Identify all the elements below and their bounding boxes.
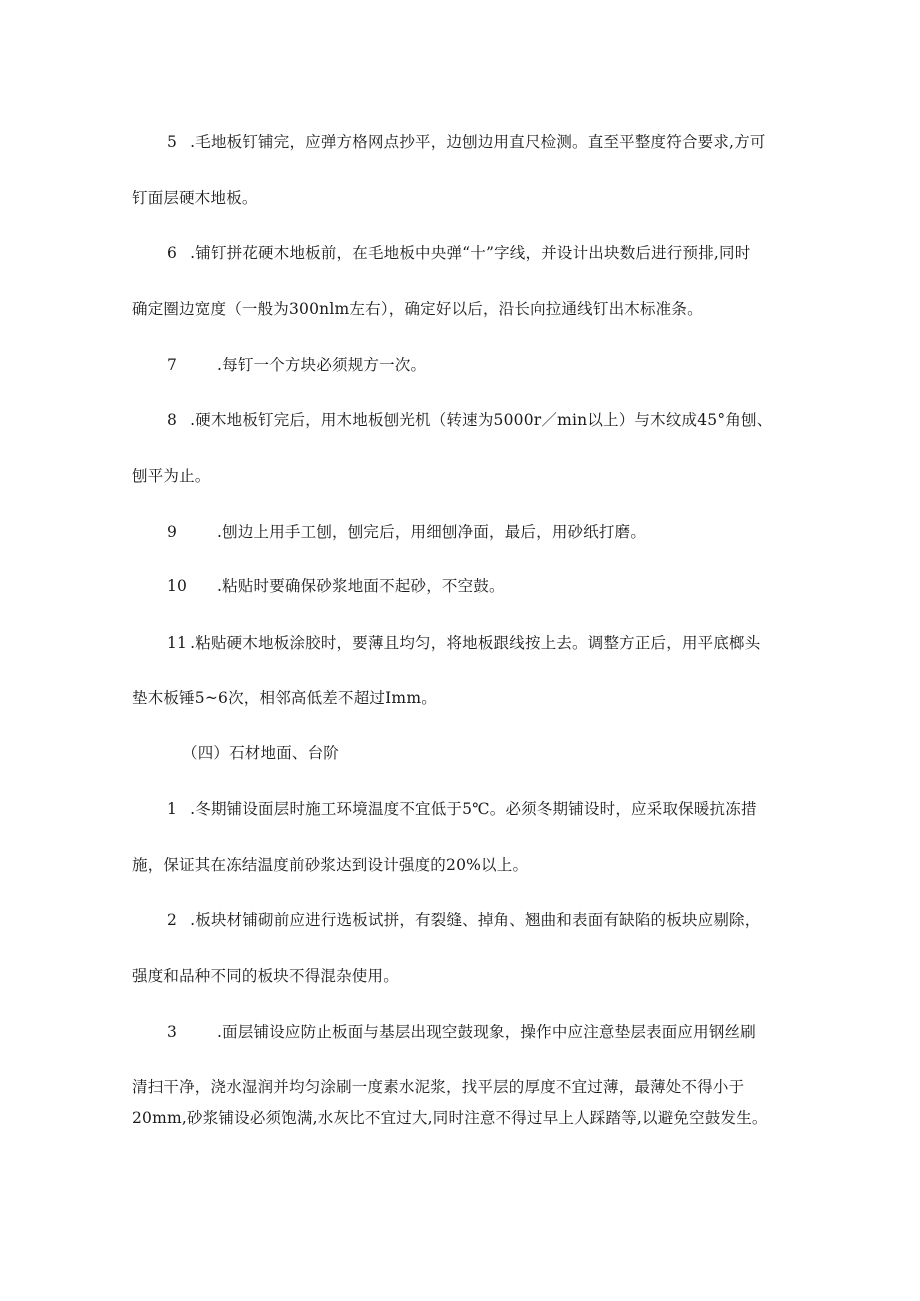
paragraph-text: .毛地板钉铺完，应弹方格网点抄平，边刨边用直尺检测。直至平整度符合要求,方可 <box>185 133 766 151</box>
item-number: 1 <box>167 800 178 818</box>
section-paragraph-1-line-1 <box>167 799 757 819</box>
item-number: 7 <box>167 356 178 374</box>
paragraph-text: .刨边上用手工刨，刨完后，用细刨净面，最后，用砂纸打磨。 <box>217 523 647 541</box>
section-heading: （四）石材地面、台阶 <box>182 744 340 762</box>
section-paragraph-2-line-2: 强度和品种不同的板块不得混杂使用。 <box>132 967 399 985</box>
paragraph-7-line-1 <box>167 355 426 375</box>
paragraph-text: .粘贴硬木地板涂胶时，要薄且均匀，将地板跟线按上去。调整方正后，用平底榔头 <box>185 634 761 652</box>
paragraph-text: .硬木地板钉完后，用木地板刨光机（转速为5000r／min以上）与木纹成45°角刨、 <box>185 411 773 429</box>
paragraph-10-line-1 <box>167 576 505 596</box>
paragraph-text: .铺钉拼花硬木地板前，在毛地板中央弹“十”字线，并设计出块数后进行预排,同时 <box>185 244 751 262</box>
item-number: 2 <box>167 911 178 929</box>
item-number: 3 <box>167 1023 178 1041</box>
item-number: 6 <box>167 244 178 262</box>
item-number: 8 <box>167 411 178 429</box>
paragraph-9-line-1 <box>167 522 646 542</box>
paragraph-6-line-1 <box>167 243 750 263</box>
section-paragraph-3-line-3: 20mm,砂浆铺设必须饱满,水灰比不宜过大,同时注意不得过早上人踩踏等,以避免空鼓发生。 <box>132 1109 768 1127</box>
paragraph-8-line-2: 刨平为止。 <box>132 467 211 485</box>
paragraph-text: .粘贴时要确保砂浆地面不起砂，不空鼓。 <box>217 577 505 595</box>
paragraph-6-line-2: 确定圈边宽度（一般为300nlm左右），确定好以后，沿长向拉通线钉出木标准条。 <box>132 300 703 318</box>
paragraph-text: .面层铺设应防止板面与基层出现空鼓现象，操作中应注意垫层表面应用钢丝刷 <box>217 1023 756 1041</box>
item-number: 10 <box>167 577 188 595</box>
paragraph-text: .板块材铺砌前应进行选板试拼，有裂缝、掉角、翘曲和表面有缺陷的板块应剔除， <box>185 911 761 929</box>
paragraph-8-line-1 <box>167 410 772 430</box>
item-number: 9 <box>167 523 178 541</box>
item-number: 11 <box>167 634 188 652</box>
section-paragraph-1-line-2: 施，保证其在冻结温度前砂浆达到设计强度的20%以上。 <box>132 856 529 874</box>
item-number: 5 <box>167 133 178 151</box>
paragraph-5-line-1 <box>167 132 766 152</box>
paragraph-text: .冬期铺设面层时施工环境温度不宜低于5℃。必须冬期铺设时，应采取保暖抗冻措 <box>185 800 757 818</box>
section-paragraph-2-line-1 <box>167 910 760 930</box>
paragraph-text: .每钉一个方块必须规方一次。 <box>217 356 427 374</box>
paragraph-5-line-2: 钉面层硬木地板。 <box>132 189 258 207</box>
paragraph-11-line-2: 垫木板锤5~6次，相邻高低差不超过Imm。 <box>132 689 437 707</box>
section-paragraph-3-line-2: 清扫干净，浇水湿润并均匀涂刷一度素水泥浆，找平层的厚度不宜过薄，最薄处不得小于 <box>132 1078 745 1096</box>
section-paragraph-3-line-1 <box>167 1022 756 1042</box>
paragraph-11-line-1 <box>167 633 760 653</box>
